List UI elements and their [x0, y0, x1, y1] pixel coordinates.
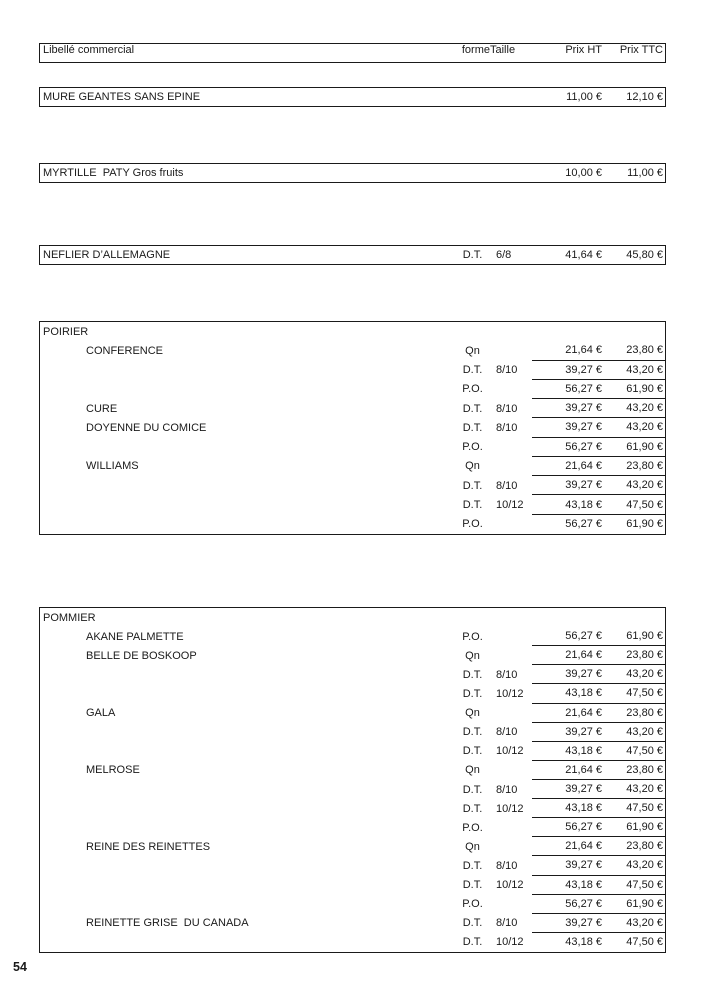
row-prices [532, 876, 665, 895]
row-taille: 10/12 [496, 499, 524, 512]
header-libelle-commercial: Libellé commercial [43, 44, 135, 56]
row-label: WILLIAMS [86, 460, 139, 473]
row-label: REINE DES REINETTES [86, 840, 211, 853]
row-forme: Qn [465, 764, 480, 777]
table-row [40, 742, 665, 761]
row-prix-ttc: 47,50 € [626, 687, 663, 700]
row-prices [532, 164, 665, 182]
row-prix-ht: 21,64 € [565, 459, 602, 472]
row-prix-ht: 43,18 € [565, 936, 602, 949]
row-prix-ttc: 61,90 € [626, 440, 663, 453]
row-prix-ttc: 43,20 € [626, 479, 663, 492]
row-prix-ttc: 43,20 € [626, 859, 663, 872]
table-row [40, 799, 665, 818]
table-row [40, 895, 665, 914]
row-prix-ttc: 61,90 € [626, 897, 663, 910]
row-prix-ttc: 43,20 € [626, 363, 663, 376]
row-prix-ttc: 23,80 € [626, 706, 663, 719]
row-label: AKANE PALMETTE [86, 630, 184, 643]
row-prices [532, 780, 665, 799]
row-forme: D.T. [462, 745, 483, 758]
row-label: NEFLIER D’ALLEMAGNE [43, 249, 171, 261]
row-prix-ttc: 43,20 € [626, 421, 663, 434]
row-prix-ht: 43,18 € [565, 878, 602, 891]
row-prices [532, 761, 665, 780]
row-prix-ht: 39,27 € [565, 402, 602, 415]
table-row [40, 665, 665, 684]
table-row [40, 418, 665, 437]
page-number: 54 [13, 960, 27, 974]
row-prices [532, 361, 665, 380]
price-table-section [39, 607, 666, 953]
row-forme: D.T. [462, 879, 483, 892]
row-prix-ht: 39,27 € [565, 859, 602, 872]
table-row [40, 515, 665, 534]
row-prix-ht: 39,27 € [565, 725, 602, 738]
row-forme: Qn [465, 649, 480, 662]
header-prices [532, 44, 665, 56]
row-forme: D.T. [462, 499, 483, 512]
row-label: CONFERENCE [86, 344, 164, 357]
row-forme: D.T. [462, 936, 483, 949]
table-row [40, 341, 665, 360]
row-prix-ht: 21,64 € [565, 649, 602, 662]
row-taille: 10/12 [496, 879, 524, 892]
row-prix-ttc: 11,00 € [627, 167, 663, 179]
row-prix-ttc: 12,10 € [626, 91, 663, 103]
row-prix-ht: 41,64 € [565, 249, 602, 261]
row-prix-ht: 43,18 € [565, 498, 602, 511]
row-prix-ttc: 47,50 € [626, 744, 663, 757]
row-prix-ht: 21,64 € [565, 840, 602, 853]
row-prices [532, 399, 665, 418]
row-forme: D.T. [462, 802, 483, 815]
section-title-row [40, 322, 665, 341]
row-forme: P.O. [462, 898, 483, 911]
row-label: BELLE DE BOSKOOP [86, 649, 197, 662]
table-row [40, 761, 665, 780]
row-prix-ht: 43,18 € [565, 687, 602, 700]
row-forme: D.T. [462, 783, 483, 796]
row-prix-ttc: 43,20 € [626, 783, 663, 796]
row-prix-ht: 43,18 € [565, 802, 602, 815]
row-forme: P.O. [462, 630, 483, 643]
table-row [40, 361, 665, 380]
table-row [40, 438, 665, 457]
row-prix-ttc: 43,20 € [626, 668, 663, 681]
row-forme: D.T. [462, 402, 483, 415]
row-prices [532, 914, 665, 933]
row-taille: 8/10 [496, 917, 518, 930]
row-prix-ht: 39,27 € [565, 421, 602, 434]
row-prix-ht: 56,27 € [565, 382, 602, 395]
table-row [40, 457, 665, 476]
row-prices [532, 646, 665, 665]
row-prix-ht: 56,27 € [565, 440, 602, 453]
row-label: GALA [86, 707, 116, 720]
row-prix-ttc: 47,50 € [626, 802, 663, 815]
row-taille: 8/10 [496, 668, 518, 681]
row-prix-ht: 39,27 € [565, 479, 602, 492]
row-forme: P.O. [462, 821, 483, 834]
row-prices [532, 88, 665, 106]
row-prices [532, 438, 665, 457]
row-prices [532, 933, 665, 952]
row-forme: D.T. [462, 917, 483, 930]
row-prix-ht: 10,00 € [565, 167, 602, 179]
section-title: POIRIER [43, 325, 89, 338]
table-row [40, 780, 665, 799]
row-prix-ttc: 43,20 € [626, 402, 663, 415]
row-forme: Qn [465, 840, 480, 853]
row-taille: 8/10 [496, 421, 518, 434]
row-prices [532, 895, 665, 914]
header-taille: Taille [490, 44, 516, 56]
header-prix-ttc: Prix TTC [619, 44, 663, 56]
table-row [40, 723, 665, 742]
row-prices [532, 341, 665, 360]
row-prices [532, 515, 665, 534]
table-row [40, 399, 665, 418]
table-row [40, 380, 665, 399]
row-taille: 10/12 [496, 802, 524, 815]
row-forme: D.T. [462, 364, 483, 377]
price-table-section [39, 321, 666, 535]
table-row [40, 684, 665, 703]
row-forme: D.T. [462, 687, 483, 700]
row-forme: D.T. [462, 479, 483, 492]
header-prix-ht: Prix HT [565, 44, 602, 56]
row-prix-ht: 56,27 € [565, 821, 602, 834]
row-prix-ttc: 43,20 € [626, 916, 663, 929]
table-row [40, 914, 665, 933]
row-prix-ttc: 23,80 € [626, 840, 663, 853]
row-forme: Qn [465, 344, 480, 357]
row-prix-ht: 21,64 € [565, 706, 602, 719]
row-prices [532, 665, 665, 684]
row-forme: Qn [465, 707, 480, 720]
price-table-section [39, 87, 666, 107]
row-prix-ttc: 23,80 € [626, 763, 663, 776]
row-prix-ht: 11,00 € [566, 91, 602, 103]
row-prices [532, 818, 665, 837]
row-label: CURE [86, 402, 118, 415]
table-row [40, 164, 665, 182]
table-header-row [39, 43, 666, 63]
table-row [40, 818, 665, 837]
row-forme: D.T. [462, 421, 483, 434]
row-taille: 8/10 [496, 479, 518, 492]
row-prix-ttc: 47,50 € [626, 936, 663, 949]
row-prices [532, 380, 665, 399]
table-row [40, 476, 665, 495]
price-table-section [39, 245, 666, 265]
row-prix-ttc: 47,50 € [626, 498, 663, 511]
row-taille: 8/10 [496, 364, 518, 377]
row-prix-ttc: 45,80 € [626, 249, 663, 261]
row-prices [532, 704, 665, 723]
row-prix-ttc: 61,90 € [626, 518, 663, 531]
section-title-row [40, 608, 665, 627]
table-row [40, 88, 665, 106]
row-taille: 10/12 [496, 936, 524, 949]
row-prices [532, 418, 665, 437]
header-forme: forme [461, 44, 490, 56]
row-taille: 8/10 [496, 402, 518, 415]
row-forme: D.T. [462, 726, 483, 739]
section-title: POMMIER [43, 611, 96, 624]
row-prix-ttc: 23,80 € [626, 649, 663, 662]
row-forme: D.T. [462, 859, 483, 872]
row-forme: D.T. [462, 249, 483, 261]
row-prices [532, 476, 665, 495]
row-prix-ht: 21,64 € [565, 763, 602, 776]
row-taille: 6/8 [496, 249, 512, 261]
row-forme: P.O. [462, 441, 483, 454]
header-row [40, 44, 665, 56]
row-prices [532, 684, 665, 703]
row-prices [532, 856, 665, 875]
table-row [40, 627, 665, 646]
row-prices [532, 627, 665, 646]
row-prix-ttc: 61,90 € [626, 382, 663, 395]
row-taille: 8/10 [496, 859, 518, 872]
row-prices [532, 742, 665, 761]
table-row [40, 704, 665, 723]
table-row [40, 246, 665, 264]
row-prix-ht: 39,27 € [565, 363, 602, 376]
table-row [40, 495, 665, 514]
row-label: MELROSE [86, 764, 140, 777]
row-forme: D.T. [462, 668, 483, 681]
row-forme: P.O. [462, 383, 483, 396]
row-taille: 10/12 [496, 745, 524, 758]
row-forme: Qn [465, 460, 480, 473]
table-row [40, 933, 665, 952]
row-prix-ht: 39,27 € [565, 783, 602, 796]
row-prix-ht: 43,18 € [565, 744, 602, 757]
row-prix-ht: 56,27 € [565, 897, 602, 910]
row-label: REINETTE GRISE DU CANADA [86, 917, 249, 930]
row-prix-ttc: 47,50 € [626, 878, 663, 891]
row-prix-ttc: 61,90 € [626, 821, 663, 834]
price-table-section [39, 163, 666, 183]
row-prix-ht: 56,27 € [565, 518, 602, 531]
row-taille: 10/12 [496, 687, 524, 700]
table-row [40, 876, 665, 895]
row-prices [532, 799, 665, 818]
row-label: MYRTILLE PATY Gros fruits [43, 167, 184, 179]
table-row [40, 646, 665, 665]
row-prix-ttc: 43,20 € [626, 725, 663, 738]
row-prices [532, 837, 665, 856]
row-label: MURE GEANTES SANS EPINE [43, 91, 201, 103]
row-prix-ht: 21,64 € [565, 344, 602, 357]
table-row [40, 856, 665, 875]
row-prix-ttc: 61,90 € [626, 630, 663, 643]
row-prices [532, 495, 665, 514]
row-forme: P.O. [462, 518, 483, 531]
table-row [40, 837, 665, 856]
row-taille: 8/10 [496, 726, 518, 739]
row-taille: 8/10 [496, 783, 518, 796]
row-prix-ht: 39,27 € [565, 916, 602, 929]
row-prices [532, 723, 665, 742]
row-prix-ttc: 23,80 € [626, 344, 663, 357]
row-prix-ht: 39,27 € [565, 668, 602, 681]
row-prices [532, 246, 665, 264]
row-prix-ht: 56,27 € [565, 630, 602, 643]
row-prix-ttc: 23,80 € [626, 459, 663, 472]
row-prices [532, 457, 665, 476]
row-label: DOYENNE DU COMICE [86, 421, 207, 434]
